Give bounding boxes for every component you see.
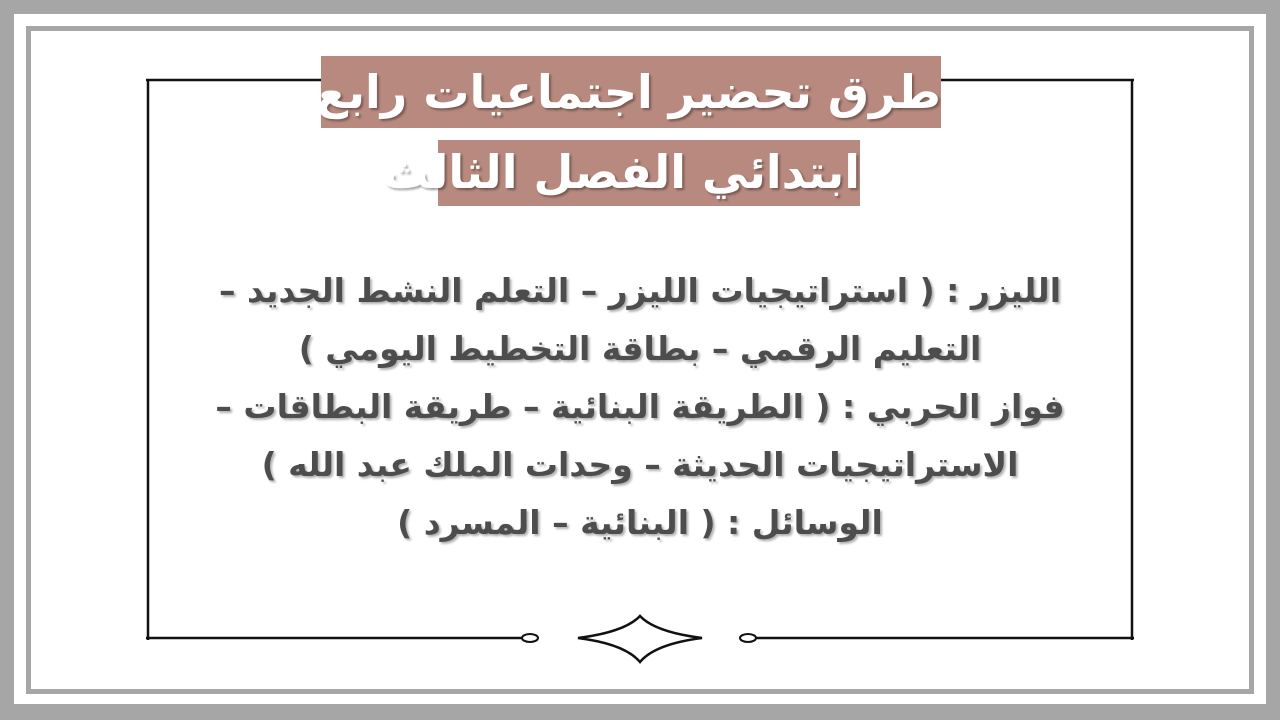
content-line-1: الليزر : ( استراتيجيات الليزر – التعلم النشط الجديد – (219, 271, 1061, 310)
content-line-3: فواز الحربي : ( الطريقة البنائية – طريقة البطاقات – (215, 387, 1065, 426)
ornament-bottom-left-dot (522, 634, 538, 642)
content-line-4: الاستراتيجيات الحديثة – وحدات الملك عبد الله ) (261, 445, 1019, 484)
title-line-1: طرق تحضير اجتماعيات رابع (321, 56, 941, 128)
content-line-2: التعليم الرقمي – بطاقة التخطيط اليومي ) (298, 329, 982, 368)
ornament-bottom-right-dot (740, 634, 756, 642)
title-line-2: ابتدائي الفصل الثالث (438, 140, 860, 206)
ornament-star-icon (578, 616, 702, 662)
content-block (170, 262, 1110, 552)
content-line-5: الوسائل : ( البنائية – المسرد ) (397, 503, 883, 542)
